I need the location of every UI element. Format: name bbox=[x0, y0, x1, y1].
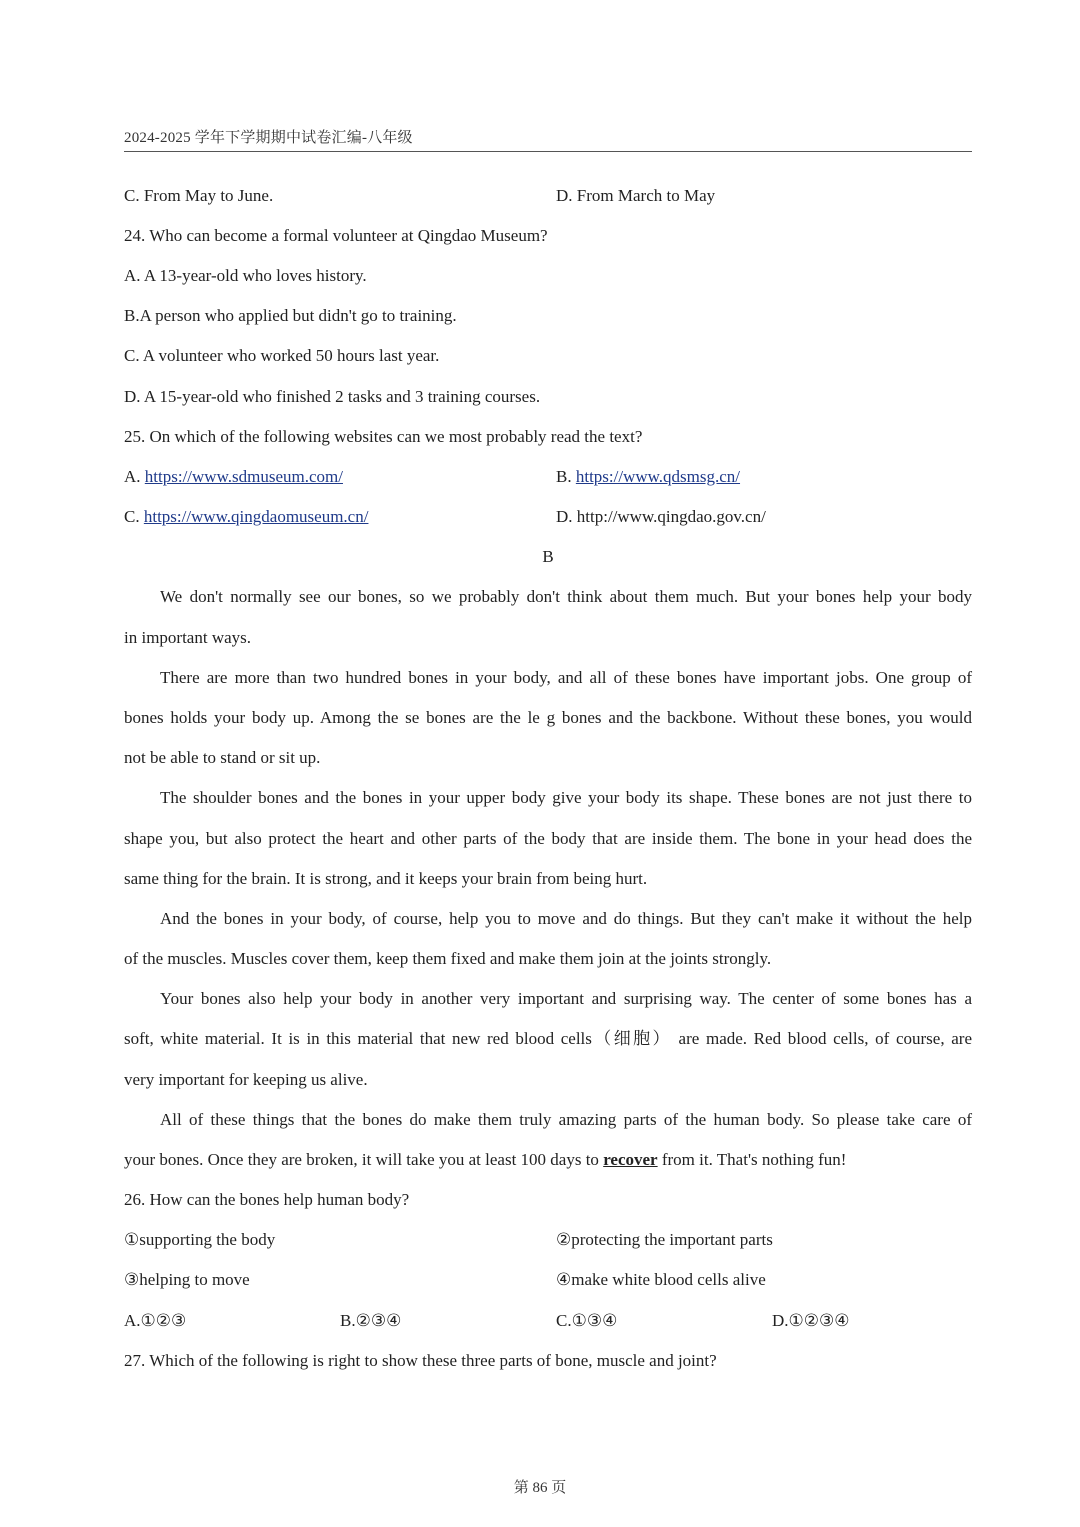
passage-p1-line2: in important ways. bbox=[124, 628, 252, 647]
keyword-recover: recover bbox=[603, 1150, 658, 1169]
q26-option-c[interactable]: C.①③④ bbox=[556, 1311, 618, 1330]
passage-p6-line2 bbox=[124, 1149, 846, 1171]
q23-option-c[interactable]: C. From May to June. bbox=[124, 186, 274, 205]
q25-option-b-prefix: B. bbox=[556, 467, 576, 486]
section-b-heading: B bbox=[542, 547, 554, 566]
q25-option-c[interactable] bbox=[124, 506, 368, 528]
passage-p6-line2-start: your bones. Once they are broken, it will take you at least 100 days to bbox=[124, 1150, 604, 1169]
q25-option-a[interactable] bbox=[124, 466, 343, 488]
q23-option-d[interactable]: D. From March to May bbox=[556, 186, 716, 205]
q25-option-b-link[interactable]: https://www.qdsmsg.cn/ bbox=[575, 467, 741, 486]
q24-option-d[interactable]: D. A 15-year-old who finished 2 tasks and 3 training courses. bbox=[124, 387, 541, 406]
passage-p3-line1: The shoulder bones and the bones in your upper body give your body its shape. These bones are not just there to bbox=[160, 788, 972, 807]
passage-p3-line2: shape you, but also protect the heart and other parts of the body that are inside them. The bone in your head does the bbox=[124, 829, 972, 848]
passage-p6-line1: All of these things that the bones do make them truly amazing parts of the human body. So please take care of bbox=[160, 1110, 972, 1129]
header-divider bbox=[124, 151, 972, 152]
q25-stem: 25. On which of the following websites can we most probably read the text? bbox=[124, 427, 643, 446]
q25-option-b[interactable] bbox=[556, 466, 740, 488]
q26-option-b[interactable]: B.②③④ bbox=[340, 1311, 402, 1330]
passage-p2-line3: not be able to stand or sit up. bbox=[124, 748, 321, 767]
passage-p5-line2: soft, white material. It is in this material that new red blood cells（细胞） are made. Red blood cells, of course, are bbox=[124, 1029, 972, 1048]
q25-option-c-prefix: C. bbox=[124, 507, 144, 526]
q26-option-d[interactable]: D.①②③④ bbox=[772, 1311, 850, 1330]
passage-p5-line3: very important for keeping us alive. bbox=[124, 1070, 368, 1089]
q26-item-4: ④make white blood cells alive bbox=[556, 1270, 766, 1289]
q26-option-a[interactable]: A.①②③ bbox=[124, 1311, 187, 1330]
passage-p1-line1: We don't normally see our bones, so we probably don't think about them much. But your bones help your body bbox=[160, 587, 972, 606]
passage-p6-line2-end: from it. That's nothing fun! bbox=[657, 1150, 847, 1169]
passage-p5-line1: Your bones also help your body in another very important and surprising way. The center of some bones has a bbox=[160, 989, 972, 1008]
passage-p2-line2: bones holds your body up. Among the se bones are the le g bones and the backbone. Without these bones, you would bbox=[124, 708, 972, 727]
page-number: 第 86 页 bbox=[513, 1480, 567, 1496]
q25-option-d[interactable]: D. http://www.qingdao.gov.cn/ bbox=[556, 507, 766, 526]
passage-p4-line1: And the bones in your body, of course, help you to move and do things. But they can't make it without the help bbox=[160, 909, 972, 928]
q27-stem: 27. Which of the following is right to show these three parts of bone, muscle and joint? bbox=[124, 1351, 717, 1370]
q26-item-2: ②protecting the important parts bbox=[556, 1230, 773, 1249]
q26-item-3: ③helping to move bbox=[124, 1270, 250, 1289]
q24-option-a[interactable]: A. A 13-year-old who loves history. bbox=[124, 266, 367, 285]
q26-item-1: ①supporting the body bbox=[124, 1230, 276, 1249]
q26-stem: 26. How can the bones help human body? bbox=[124, 1190, 410, 1209]
q25-option-c-link[interactable]: https://www.qingdaomuseum.cn/ bbox=[143, 507, 369, 526]
q24-option-c[interactable]: C. A volunteer who worked 50 hours last year. bbox=[124, 346, 440, 365]
q24-stem: 24. Who can become a formal volunteer at Qingdao Museum? bbox=[124, 226, 548, 245]
passage-p2-line1: There are more than two hundred bones in your body, and all of these bones have important jobs. One group of bbox=[160, 668, 972, 687]
passage-p4-line2: of the muscles. Muscles cover them, keep them fixed and make them join at the joints strongly. bbox=[124, 949, 772, 968]
page-header-title: 2024-2025 学年下学期期中试卷汇编-八年级 bbox=[124, 130, 413, 146]
q25-option-a-prefix: A. bbox=[124, 467, 145, 486]
q25-option-a-link[interactable]: https://www.sdmuseum.com/ bbox=[144, 467, 343, 486]
q24-option-b[interactable]: B.A person who applied but didn't go to training. bbox=[124, 306, 457, 325]
passage-p3-line3: same thing for the brain. It is strong, and it keeps your brain from being hurt. bbox=[124, 869, 648, 888]
